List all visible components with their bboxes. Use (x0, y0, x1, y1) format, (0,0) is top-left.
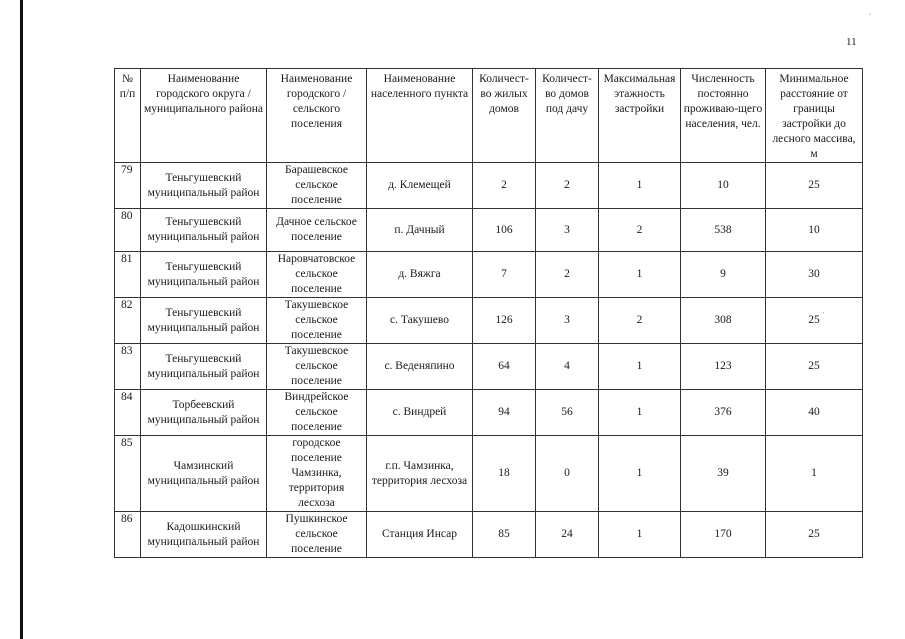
cell-settlement: Виндрейское сельское поселение (267, 390, 367, 436)
cell-dacha-houses: 3 (536, 298, 599, 344)
cell-number: 85 (115, 436, 141, 512)
cell-locality: г.п. Чамзинка, территория лесхоза (367, 436, 473, 512)
cell-locality: Станция Инсар (367, 512, 473, 558)
cell-settlement: Пушкинское сельское поселение (267, 512, 367, 558)
scan-speck: · (822, 308, 826, 319)
cell-dacha-houses: 4 (536, 344, 599, 390)
cell-locality: д. Вяжга (367, 252, 473, 298)
cell-locality: д. Клемещей (367, 163, 473, 209)
cell-max-floors: 2 (599, 298, 681, 344)
header-houses: Количест-во жилых домов (473, 69, 536, 163)
cell-houses: 126 (473, 298, 536, 344)
cell-dacha-houses: 56 (536, 390, 599, 436)
cell-population: 538 (681, 209, 766, 252)
table-row (115, 209, 863, 252)
cell-max-floors: 1 (599, 512, 681, 558)
header-dacha-houses: Количест-во домов под дачу (536, 69, 599, 163)
settlements-table (114, 68, 863, 558)
table-row (115, 298, 863, 344)
cell-houses: 106 (473, 209, 536, 252)
cell-min-distance: 40 (766, 390, 863, 436)
cell-district: Теньгушевский муниципальный район (141, 344, 267, 390)
cell-max-floors: 1 (599, 163, 681, 209)
cell-number: 86 (115, 512, 141, 558)
table-row (115, 436, 863, 512)
cell-population: 170 (681, 512, 766, 558)
cell-min-distance: 25 (766, 298, 863, 344)
cell-number: 84 (115, 390, 141, 436)
header-number: № п/п (115, 69, 141, 163)
cell-houses: 18 (473, 436, 536, 512)
table-row (115, 163, 863, 209)
cell-houses: 7 (473, 252, 536, 298)
cell-district: Теньгушевский муниципальный район (141, 209, 267, 252)
header-min-distance: Минимальное расстояние от границы застройки до лесного массива, м (766, 69, 863, 163)
cell-max-floors: 2 (599, 209, 681, 252)
cell-population: 9 (681, 252, 766, 298)
cell-district: Теньгушевский муниципальный район (141, 252, 267, 298)
scan-speck: · (868, 10, 872, 21)
cell-locality: с. Веденяпино (367, 344, 473, 390)
cell-min-distance: 25 (766, 512, 863, 558)
table-row (115, 390, 863, 436)
header-settlement: Наименование городского / сельского поселения (267, 69, 367, 163)
cell-max-floors: 1 (599, 390, 681, 436)
cell-houses: 94 (473, 390, 536, 436)
cell-number: 80 (115, 209, 141, 252)
cell-number: 79 (115, 163, 141, 209)
cell-min-distance: 1 (766, 436, 863, 512)
cell-settlement: Такушевское сельское поселение (267, 298, 367, 344)
cell-settlement: городское поселение Чамзинка, территория лесхоза (267, 436, 367, 512)
cell-settlement: Барашевское сельское поселение (267, 163, 367, 209)
cell-population: 10 (681, 163, 766, 209)
cell-houses: 85 (473, 512, 536, 558)
cell-number: 81 (115, 252, 141, 298)
cell-dacha-houses: 2 (536, 163, 599, 209)
cell-district: Кадошкинский муниципальный район (141, 512, 267, 558)
cell-max-floors: 1 (599, 252, 681, 298)
cell-min-distance: 25 (766, 163, 863, 209)
cell-number: 82 (115, 298, 141, 344)
cell-max-floors: 1 (599, 344, 681, 390)
cell-locality: с. Такушево (367, 298, 473, 344)
cell-locality: с. Виндрей (367, 390, 473, 436)
table-row (115, 344, 863, 390)
cell-dacha-houses: 3 (536, 209, 599, 252)
cell-dacha-houses: 0 (536, 436, 599, 512)
cell-locality: п. Дачный (367, 209, 473, 252)
cell-settlement: Дачное сельское поселение (267, 209, 367, 252)
cell-min-distance: 25 (766, 344, 863, 390)
cell-min-distance: 30 (766, 252, 863, 298)
cell-settlement: Такушевское сельское поселение (267, 344, 367, 390)
cell-settlement: Наровчатовское сельское поселение (267, 252, 367, 298)
cell-population: 123 (681, 344, 766, 390)
scan-edge-line (20, 0, 23, 639)
cell-population: 376 (681, 390, 766, 436)
header-population: Численность постоянно проживаю-щего населения, чел. (681, 69, 766, 163)
cell-max-floors: 1 (599, 436, 681, 512)
cell-district: Теньгушевский муниципальный район (141, 298, 267, 344)
cell-district: Теньгушевский муниципальный район (141, 163, 267, 209)
cell-houses: 64 (473, 344, 536, 390)
cell-houses: 2 (473, 163, 536, 209)
cell-min-distance: 10 (766, 209, 863, 252)
header-district: Наименование городского округа / муниципального района (141, 69, 267, 163)
table-row (115, 252, 863, 298)
cell-population: 308 (681, 298, 766, 344)
table-header-row (115, 69, 863, 163)
cell-district: Чамзинский муниципальный район (141, 436, 267, 512)
cell-district: Торбеевский муниципальный район (141, 390, 267, 436)
cell-population: 39 (681, 436, 766, 512)
page-number: 11 (846, 36, 857, 48)
table-row (115, 512, 863, 558)
cell-number: 83 (115, 344, 141, 390)
cell-dacha-houses: 24 (536, 512, 599, 558)
header-locality: Наименование населенного пункта (367, 69, 473, 163)
cell-dacha-houses: 2 (536, 252, 599, 298)
header-max-floors: Максимальная этажность застройки (599, 69, 681, 163)
